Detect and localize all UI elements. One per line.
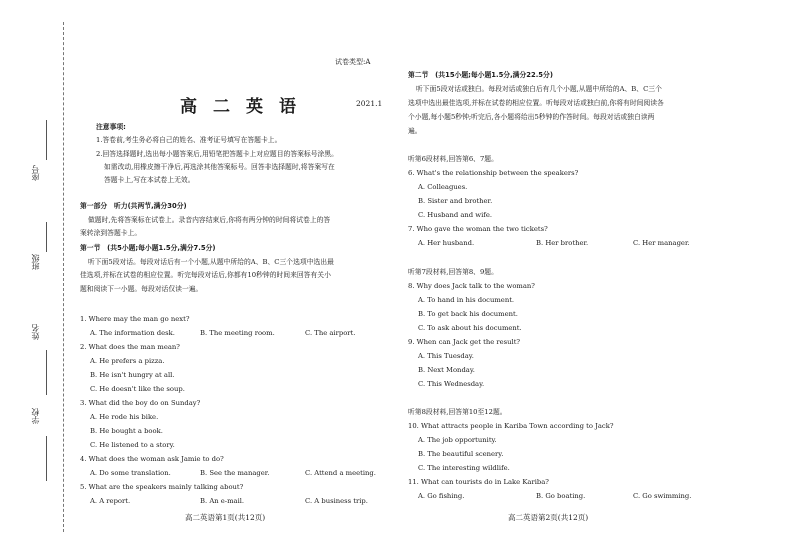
option-a[interactable]: A. Go fishing. (418, 492, 465, 500)
option-b[interactable]: B. He bought a book. (90, 427, 163, 435)
option-c[interactable]: C. He doesn't like the soup. (90, 385, 185, 393)
question-text: 1. Where may the man go next? (80, 315, 190, 323)
notes-line: 1.答卷前,考生务必将自己的姓名、准考证号填写在答题卡上。 (96, 136, 282, 144)
question-text: 10. What attracts people in Kariba Town according to Jack? (408, 422, 614, 430)
part1-intro-line: 案转涂到答题卡上。 (80, 229, 142, 237)
binding-strip (0, 0, 70, 558)
option-c[interactable]: C. Husband and wife. (418, 211, 492, 219)
question-text: 3. What did the boy do on Sunday? (80, 399, 201, 407)
name-field[interactable] (24, 310, 54, 405)
exam-title: 高二英语 (180, 97, 312, 117)
binding-dashed-line (63, 22, 64, 532)
option-c[interactable]: C. Attend a meeting. (305, 469, 376, 477)
notes-heading: 注意事项: (96, 123, 126, 131)
option-b[interactable]: B. Her brother. (536, 239, 589, 247)
section2-intro-line: 遍。 (408, 127, 422, 135)
school-line (46, 436, 47, 481)
option-c[interactable]: C. He listened to a story. (90, 441, 175, 449)
option-a[interactable]: A. The information desk. (90, 329, 175, 337)
class-label: 班级 (31, 254, 40, 270)
section2-heading: 第二节 (共15小题;每小题1.5分,满分22.5分) (408, 71, 553, 79)
exam-date: 2021.1 (356, 99, 383, 108)
option-b[interactable]: B. Next Monday. (418, 366, 475, 374)
question-text: 9. When can Jack get the result? (408, 338, 521, 346)
option-c[interactable]: C. A business trip. (305, 497, 368, 505)
option-b[interactable]: B. Sister and brother. (418, 197, 493, 205)
option-c[interactable]: C. The interesting wildlife. (418, 464, 510, 472)
option-a[interactable]: A. Her husband. (418, 239, 475, 247)
option-a[interactable]: A. To hand in his document. (418, 296, 515, 304)
part1-intro-line: 做题时,先将答案标在试卷上。录音内容结束后,你将有两分钟的时间将试卷上的答 (88, 216, 331, 224)
section2-intro-line: 听下面5段对话或独白。每段对话或独白后有几个小题,从题中所给的A、B、C三个 (416, 85, 662, 93)
material-heading: 听第7段材料,回答第8、9题。 (408, 268, 498, 276)
option-a[interactable]: A. He rode his bike. (90, 413, 159, 421)
option-b[interactable]: B. The beautiful scenery. (418, 450, 504, 458)
option-b[interactable]: B. See the manager. (200, 469, 270, 477)
school-field[interactable] (24, 398, 54, 498)
option-a[interactable]: A. Do some translation. (90, 469, 171, 477)
material-heading: 听第6段材料,回答第6、7题。 (408, 155, 498, 163)
section2-intro-line: 个小题,每小题5秒钟;听完后,各小题将给出5秒钟的作答时间。每段对话或独白读两 (408, 113, 655, 121)
seat-number-field[interactable] (24, 120, 54, 215)
question-text: 7. Who gave the woman the two tickets? (408, 225, 548, 233)
option-b[interactable]: B. To get back his document. (418, 310, 518, 318)
option-a[interactable]: A. A report. (90, 497, 131, 505)
section1-intro-line: 听下面5段对话。每段对话后有一个小题,从题中所给的A、B、C三个选项中选出最 (88, 258, 334, 266)
notes-line: 如需改动,用橡皮擦干净后,再选涂其他答案标号。回答非选择题时,将答案写在 (104, 163, 335, 171)
option-a[interactable]: A. Colleagues. (418, 183, 468, 191)
notes-line: 答题卡上,写在本试卷上无效。 (104, 176, 195, 184)
question-text: 11. What can tourists do in Lake Kariba? (408, 478, 549, 486)
page-footer: 高二英语第2页(共12页) (508, 513, 589, 522)
section1-intro-line: 题和阅读下一小题。每段对话仅读一遍。 (80, 285, 203, 293)
option-c[interactable]: C. To ask about his document. (418, 324, 522, 332)
seat-number-label: 座号 (31, 165, 40, 181)
option-a[interactable]: A. He prefers a pizza. (90, 357, 165, 365)
option-c[interactable]: C. Go swimming. (633, 492, 692, 500)
question-text: 5. What are the speakers mainly talking about? (80, 483, 244, 491)
section1-intro-line: 佳选项,并标在试卷的相应位置。听完每段对话后,你都有10秒钟的时间来回答有关小 (80, 271, 331, 279)
option-b[interactable]: B. Go boating. (536, 492, 586, 500)
option-c[interactable]: C. Her manager. (633, 239, 690, 247)
school-label: 学校 (31, 408, 40, 424)
page-footer: 高二英语第1页(共12页) (185, 513, 266, 522)
option-b[interactable]: B. The meeting room. (200, 329, 275, 337)
question-text: 8. Why does Jack talk to the woman? (408, 282, 535, 290)
option-a[interactable]: A. This Tuesday. (418, 352, 474, 360)
question-text: 4. What does the woman ask Jamie to do? (80, 455, 224, 463)
notes-line: 2.回答选择题时,选出每小题答案后,用铅笔把答题卡上对应题目的答案标号涂黑。 (96, 150, 338, 158)
section2-intro-line: 选项中选出最佳选项,并标在试卷的相应位置。听每段对话或独白前,你将有时间阅读各 (408, 99, 664, 107)
paper-type: 试卷类型:A (335, 58, 371, 66)
class-line (46, 222, 47, 252)
option-b[interactable]: B. An e-mail. (200, 497, 245, 505)
option-c[interactable]: C. The airport. (305, 329, 356, 337)
name-label: 姓名 (31, 324, 40, 340)
option-c[interactable]: C. This Wednesday. (418, 380, 485, 388)
question-text: 2. What does the man mean? (80, 343, 180, 351)
part1-heading: 第一部分 听力(共两节,满分30分) (80, 202, 187, 210)
class-field[interactable] (24, 222, 54, 317)
option-a[interactable]: A. The job opportunity. (418, 436, 497, 444)
material-heading: 听第8段材料,回答第10至12题。 (408, 408, 507, 416)
name-line (46, 350, 47, 395)
seat-number-line (46, 120, 47, 160)
question-text: 6. What's the relationship between the speakers? (408, 169, 579, 177)
option-b[interactable]: B. He isn't hungry at all. (90, 371, 175, 379)
section1-heading: 第一节 (共5小题;每小题1.5分,满分7.5分) (80, 244, 216, 252)
